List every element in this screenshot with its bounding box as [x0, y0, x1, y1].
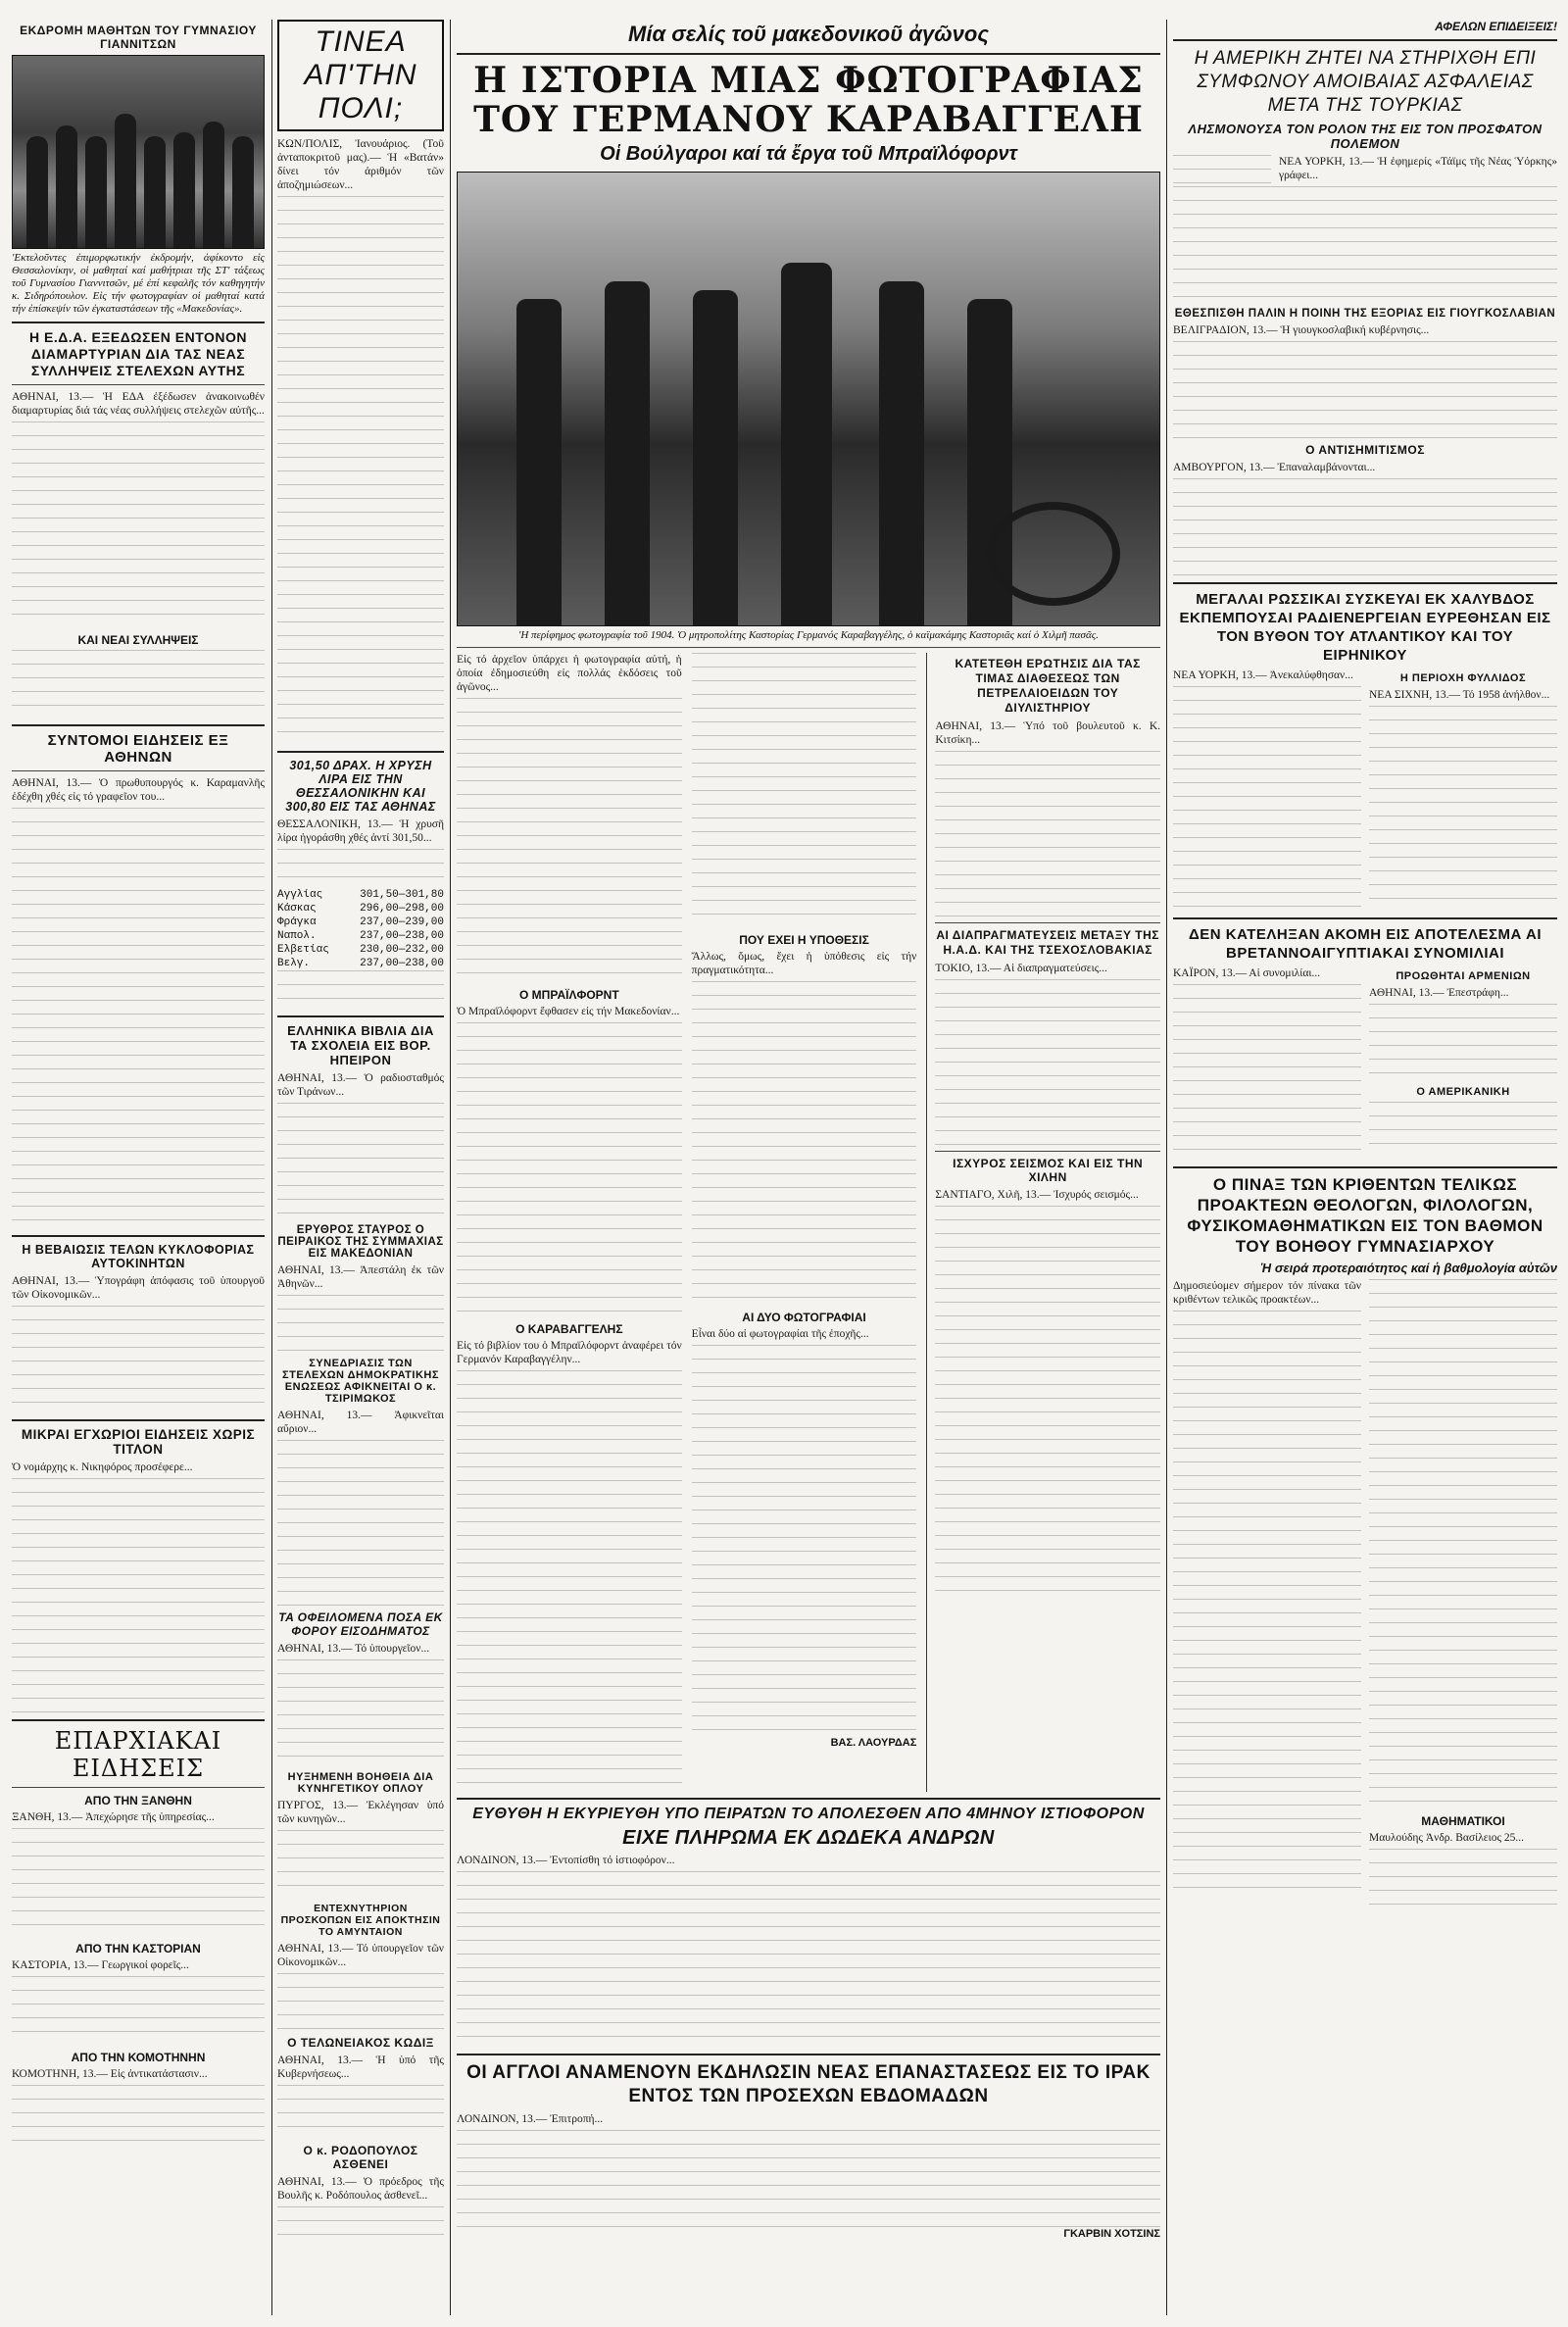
tel-headline: Ο ΤΕΛΩΝΕΙΑΚΟΣ ΚΩΔΙΞ: [287, 2036, 434, 2050]
table-row: Ελβετίας 230,00—232,00: [277, 944, 444, 956]
egypt-article: ΚΑΪΡΟΝ, 13.— Αἱ συνομιλίαι...: [1173, 967, 1321, 979]
pirates-subhead: ΕΙΧΕ ΠΛΗΡΩΜΑ ΕΚ ΔΩΔΕΚΑ ΑΝΔΡΩΝ: [622, 1827, 995, 1849]
usa-subhead: ΛΗΣΜΟΝΟΥΣΑ ΤΟΝ ΡΟΛΟΝ ΤΗΣ ΕΙΣ ΤΟΝ ΠΡΟΣΦΑΤΟΝ ΠΟΛΕΜΟΝ: [1188, 122, 1543, 151]
provincial-headline: ΕΠΑΡΧΙΑΚΑΙ ΕΙΔΗΣΕΙΣ: [54, 1727, 222, 1782]
center-article-4: Ἄλλως, ὅμως, ἔχει ἡ ὑπόθεσις εἰς τήν πραγματικότητα...: [691, 951, 917, 976]
center-article-3: Εἰς τό βιβλίον του ὁ Μπραϊλόφορντ ἀναφέρει τόν Γερμανόν Καραβαγγέλην...: [457, 1340, 682, 1365]
col2-article: ΚΩΝ/ΠΟΛΙΣ, Ἰανουάριος. (Τοῦ ἀνταποκριτοῦ μας).— Ἡ «Βατάν» δίνει τόν ἀριθμόν τῶν ἀποζημιώσεων...: [277, 138, 444, 191]
center-headline: Η ΙΣΤΟΡΙΑ ΜΙΑΣ ΦΩΤΟΓΡΑΦΙΑΣ ΤΟΥ ΓΕΡΜΑΝΟΥ ΚΑΡΑΒΑΓΓΕΛΗ: [473, 60, 1144, 140]
brief-headline: ΣΥΝΤΟΜΟΙ ΕΙΔΗΣΕΙΣ ΕΞ ΑΘΗΝΩΝ: [47, 732, 229, 766]
center-sub-photos: ΑΙ ΔΥΟ ΦΩΤΟΓΡΑΦΙΑΙ: [742, 1311, 866, 1324]
rod-article: ΑΘΗΝΑΙ, 13.— Ὁ πρόεδρος τῆς Βουλῆς κ. Ροδόπουλος ἀσθενεῖ...: [277, 2176, 444, 2202]
column-title: ΤΙΝΕΑ ΑΠ'ΤΗΝ ΠΟΛΙ;: [304, 25, 417, 124]
table-row: Ναπολ. 237,00—238,00: [277, 930, 444, 942]
usa-article: ΝΕΑ ΥΟΡΚΗ, 13.— Ἡ ἐφημερίς «Τάϊμς τῆς Νέας Ὑόρκης» γράφει...: [1279, 156, 1557, 181]
small-news-article: Ὁ νομάρχης κ. Νικηφόρος προσέφερε...: [12, 1461, 193, 1473]
arm-article: ΑΘΗΝΑΙ, 13.— Ἐπεστράφη...: [1369, 987, 1509, 999]
prov-article-komotini: ΚΟΜΟΤΗΝΗ, 13.— Εἰς ἀντικατάστασιν...: [12, 2068, 208, 2080]
column-1: [12, 20, 265, 2315]
cars-article: ΑΘΗΝΑΙ, 13.— Ὑπογράφη ἀπόφασις τοῦ ὑπουργοῦ τῶν Οἰκονομικῶν...: [12, 1275, 265, 1301]
kat-article: ΑΘΗΝΑΙ, 13.— Ὑπό τοῦ βουλευτοῦ κ. Κ. Κιτσίκη...: [935, 720, 1160, 746]
hunt-headline: ΗΥΞΗΜΕΝΗ ΒΟΗΘΕΙΑ ΔΙΑ ΚΥΝΗΓΕΤΙΚΟΥ ΟΠΛΟΥ: [287, 1771, 434, 1795]
fyl-headline: Η ΠΕΡΙΟΧΗ ΦΥΛΛΙΔΟΣ: [1399, 672, 1527, 684]
center-photo-caption: 'Η περίφημος φωτογραφία τοῦ 1904. Ὁ μητροπολίτης Καστορίας Γερμανός Καραβαγγέλης, ὁ καϊμακάμης Καστοριᾶς καί ὁ Χιλμῆ πασᾶς.: [518, 629, 1099, 641]
karavangelis-photo: [457, 172, 1160, 626]
small-news-headline: ΜΙΚΡΑΙ ΕΓΧΩΡΙΟΙ ΕΙΔΗΣΕΙΣ ΧΩΡΙΣ ΤΙΤΛΟΝ: [21, 1427, 256, 1457]
center-article-5: Εἶναι δύο αἱ φωτογραφίαι τῆς ἐποχῆς...: [691, 1328, 869, 1340]
books-headline: ΕΛΛΗΝΙΚΑ ΒΙΒΛΙΑ ΔΙΑ ΤΑ ΣΧΟΛΕΙΑ ΕΙΣ ΒΟΡ. ΗΠΕΙΡΟΝ: [287, 1023, 434, 1067]
dem-headline: ΣΥΝΕΔΡΙΑΣΙΣ ΤΩΝ ΣΤΕΛΕΧΩΝ ΔΗΜΟΚΡΑΤΙΚΗΣ ΕΝΩΣΕΩΣ ΑΦΙΚΝΕΙΤΑΙ Ο κ. ΤΣΙΡΙΜΩΚΟΣ: [282, 1358, 439, 1405]
eda-article: ΑΘΗΝΑΙ, 13.— Ἡ ΕΔΑ ἐξέδωσεν ἀνακοινωθέν διαμαρτυρίας διά τάς νέας συλλήψεις στελεχῶν αὐτῆς...: [12, 391, 265, 417]
column-2: [277, 20, 444, 2315]
center-right-col: [926, 653, 1160, 1792]
arm-headline: ΠΡΟΩΘΗΤΑΙ ΑΡΜΕΝΙΩΝ: [1396, 970, 1531, 982]
center-article-1: Εἰς τό ἀρχεῖον ὑπάρχει ἡ φωτογραφία αὐτή, ἡ ὁποία ἐδημοσιεύθη εἰς πολλάς ἐκδόσεις τοῦ ἀγῶνος...: [457, 654, 682, 693]
center-sub-karavangelis: Ο ΚΑΡΑΒΑΓΓΕΛΗΣ: [515, 1322, 623, 1336]
exor-headline: ΕΘΕΣΠΙΣΘΗ ΠΑΛΙΝ Η ΠΟΙΝΗ ΤΗΣ ΕΞΟΡΙΑΣ ΕΙΣ ΓΙΟΥΓΚΟΣΛΑΒΙΑΝ: [1174, 308, 1556, 320]
anti-headline: Ο ΑΝΤΙΣΗΜΙΤΙΣΜΟΣ: [1305, 443, 1425, 457]
rod-headline: Ο κ. ΡΟΔΟΠΟΥΛΟΣ ΑΣΘΕΝΕΙ: [303, 2144, 418, 2171]
irak-headline: ΟΙ ΑΓΓΛΟΙ ΑΝΑΜΕΝΟΥΝ ΕΚΔΗΛΩΣΙΝ ΝΕΑΣ ΕΠΑΝΑΣΤΑΣΕΩΣ ΕΙΣ ΤΟ ΙΡΑΚ ΕΝΤΟΣ ΤΩΝ ΠΡΟΣΕΧΩΝ ΕΒΔΟΜΑΔΩΝ: [466, 2062, 1151, 2106]
center-left-col: [457, 653, 682, 1792]
right-column: [1173, 20, 1557, 2315]
center-mid-col: [692, 653, 917, 1792]
eco-headline: ΕΝΤΕΧΝΥΤΗΡΙΟΝ ΠΡΟΣΚΟΠΩΝ ΕΙΣ ΑΠΟΚΤΗΣΙΝ ΤΟ ΑΜΥΝΤΑΙΟΝ: [280, 1903, 441, 1938]
egypt-headline: ΔΕΝ ΚΑΤΕΛΗΞΑΝ ΑΚΟΜΗ ΕΙΣ ΑΠΟΤΕΛΕΣΜΑ ΑΙ ΒΡΕΤΑΝΝΟΑΙΓΥΠΤΙΑΚΑΙ ΣΥΝΟΜΙΛΙΑΙ: [1188, 926, 1542, 962]
eryth-headline: ΕΡΥΘΡΟΣ ΣΤΑΥΡΟΣ Ο ΠΕΙΡΑΙΚΟΣ ΤΗΣ ΣΥΜΜΑΧΙΑΣ ΕΙΣ ΜΑΚΕΔΟΝΙΑΝ: [277, 1224, 444, 1260]
dem-article: ΑΘΗΝΑΙ, 13.— Ἀφικνεῖται αὔριον...: [277, 1410, 444, 1435]
center-article-2: Ὁ Μπραϊλόφορντ ἔφθασεν εἰς τήν Μακεδονίαν...: [457, 1006, 680, 1017]
books-article: ΑΘΗΝΑΙ, 13.— Ὁ ραδιοσταθμός τῶν Τιράνων...: [277, 1072, 444, 1098]
center-column: [457, 20, 1160, 2315]
prov-article-kastoria: ΚΑΣΤΟΡΙΑ, 13.— Γεωργικοί φορεῖς...: [12, 1959, 189, 1971]
table-row: Αγγλίας 301,50—301,80: [277, 889, 444, 901]
right-kicker: ΑΦΕΛΩΝ ΕΠΙΔΕΙΞΕΙΣ!: [1435, 20, 1557, 33]
pirates-headline: ΕΥΘΥΘΗ Η ΕΚΥΡΙΕΥΘΗ ΥΠΟ ΠΕΙΡΑΤΩΝ ΤΟ ΑΠΟΛΕΣΘΕΝ ΑΠΟ 4ΜΗΝΟΥ ΙΣΤΙΟΦΟΡΟΝ: [472, 1806, 1145, 1822]
prov-sub-kastoria: ΑΠΟ ΤΗΝ ΚΑΣΤΟΡΙΑΝ: [75, 1942, 201, 1956]
table-row: Κάσκας 296,00—298,00: [277, 903, 444, 915]
irak-article: ΛΟΝΔΙΝΟΝ, 13.— Ἐπιτροπή...: [457, 2113, 604, 2125]
column-title-box: [277, 20, 444, 131]
eda-headline: Η Ε.Δ.Α. ΕΞΕΔΩΣΕΝ ΕΝΤΟΝΟΝ ΔΙΑΜΑΡΤΥΡΙΑΝ ΔΙΑ ΤΑΣ ΝΕΑΣ ΣΥΛΛΗΨΕΙΣ ΣΤΕΛΕΧΩΝ ΑΥΤΗΣ: [28, 329, 248, 378]
kat-headline: ΚΑΤΕΤΕΘΗ ΕΡΩΤΗΣΙΣ ΔΙΑ ΤΑΣ ΤΙΜΑΣ ΔΙΑΘΕΣΕΩΣ ΤΩΝ ΠΕΤΡΕΛΑΙΟΕΙΔΩΝ ΤΟΥ ΔΙΥΛΙΣΤΗΡΙΟΥ: [955, 657, 1141, 715]
students-photo: [12, 55, 265, 249]
usa-headline: Η ΑΜΕΡΙΚΗ ΖΗΤΕΙ ΝΑ ΣΤΗΡΙΧΘΗ ΕΠΙ ΣΥΜΦΩΝΟΥ ΑΜΟΙΒΑΙΑΣ ΑΣΦΑΛΕΙΑΣ ΜΕΤΑ ΤΗΣ ΤΟΥΡΚΙΑΣ: [1194, 48, 1537, 116]
prov-sub-komotini: ΑΠΟ ΤΗΝ ΚΟΜΟΤΗΝΗΝ: [71, 2051, 206, 2064]
eco-article: ΑΘΗΝΑΙ, 13.— Τό ὑπουργεῖον τῶν Οἰκονομικῶν...: [277, 1943, 444, 1968]
irak-signature: ΓΚΑΡΒΙΝ ΧΟΤΣΙΝΣ: [1063, 2228, 1160, 2240]
center-subtitle: Οἱ Βούλγαροι καί τά ἔργα τοῦ Μπραϊλόφορντ: [600, 143, 1017, 165]
photo-caption: 'Εκτελοῦντες ἐπιμορφωτικήν ἐκδρομήν, ἀφίκοντο εἰς Θεσσαλονίκην, οἱ μαθηταί καί μαθήτριαι τῆς ΣΤ' τάξεως τοῦ Γυμνασίου Γιαννιτσῶν, μέ ἐπί κεφαλῆς τόν καθηγητήν κ. Σιδηρόπουλον. Εἰς τήν φωτογραφίαν οἱ μαθηταί κατά τήν ἐπίσκεψίν τῶν ἐγκαταστάσεων τῆς «Μακεδονίας».: [12, 252, 265, 315]
photo-header: ΕΚΔΡΟΜΗ ΜΑΘΗΤΩΝ ΤΟΥ ΓΥΜΝΑΣΙΟΥ ΓΙΑΝΝΙΤΣΩΝ: [20, 24, 257, 51]
center-sub-braylsford: Ο ΜΠΡΑΪΛΦΟΡΝΤ: [519, 988, 619, 1002]
usa-map: [1173, 155, 1271, 186]
seis-article: ΣΑΝΤΙΑΓΟ, Χιλῆ, 13.— Ἰσχυρός σεισμός...: [935, 1189, 1139, 1201]
table-row: Βελγ. 237,00—238,00: [277, 958, 444, 969]
tel-article: ΑΘΗΝΑΙ, 13.— Ἡ ὑπό τῆς Κυβερνήσεως...: [277, 2055, 444, 2080]
brief-article: ΑΘΗΝΑΙ, 13.— Ὁ πρωθυπουργός κ. Καραμανλῆς ἐδέχθη χθές εἰς τό γραφεῖον του...: [12, 777, 265, 803]
diap-headline: ΑΙ ΔΙΑΠΡΑΓΜΑΤΕΥΣΕΙΣ ΜΕΤΑΞΥ ΤΗΣ Η.Α.Δ. ΚΑΙ ΤΗΣ ΤΣΕΧΟΣΛΟΒΑΚΙΑΣ: [936, 928, 1159, 957]
arm-headline-2: Ο ΑΜΕΡΙΚΑΝΙΚΗ: [1416, 1086, 1510, 1098]
tax-article: ΑΘΗΝΑΙ, 13.— Τό ὑπουργεῖον...: [277, 1643, 430, 1655]
gold-article: ΘΕΣΣΑΛΟΝΙΚΗ, 13.— Ἡ χρυσῆ λίρα ἠγοράσθη χθές ἀντί 301,50...: [277, 818, 444, 844]
prov-sub-xanthi: ΑΠΟ ΤΗΝ ΞΑΝΘΗΝ: [84, 1794, 192, 1807]
gold-price-table: [277, 888, 444, 970]
anti-article: ΑΜΒΟΥΡΓΟΝ, 13.— Ἐπαναλαμβάνονται...: [1173, 462, 1376, 473]
table-row: Φράγκα 237,00—239,00: [277, 916, 444, 928]
pinax-subhead: Ἡ σειρά προτεραιότητος καί ἡ βαθμολογία αὐτῶν: [1260, 1261, 1557, 1275]
gold-headline: 301,50 ΔΡΑΧ. Η ΧΡΥΣΗ ΛΙΡΑ ΕΙΣ ΤΗΝ ΘΕΣΣΑΛΟΝΙΚΗΝ ΚΑΙ 300,80 ΕΙΣ ΤΑΣ ΑΘΗΝΑΣ: [285, 759, 436, 814]
center-signature: ΒΑΣ. ΛΑΟΥΡΔΑΣ: [830, 1737, 917, 1749]
math-headline: ΜΑΘΗΜΑΤΙΚΟΙ: [1421, 1814, 1505, 1828]
math-article: Μαυλούδης Ἀνδρ. Βασίλειος 25...: [1369, 1832, 1525, 1844]
prov-article-xanthi: ΞΑΝΘΗ, 13.— Ἀπεχώρησε τῆς ὑπηρεσίας...: [12, 1811, 215, 1823]
cars-headline: Η ΒΕΒΑΙΩΣΙΣ ΤΕΛΩΝ ΚΥΚΛΟΦΟΡΙΑΣ ΑΥΤΟΚΙΝΗΤΩΝ: [22, 1243, 255, 1270]
pirates-article: ΛΟΝΔΙΝΟΝ, 13.— Ἐντοπίσθη τό ἱστιοφόρον...: [457, 1855, 675, 1866]
tax-headline: ΤΑ ΟΦΕΙΛΟΜΕΝΑ ΠΟΣΑ ΕΚ ΦΟΡΟΥ ΕΙΣΟΔΗΜΑΤΟΣ: [278, 1610, 443, 1638]
eda-subhead: ΚΑΙ ΝΕΑΙ ΣΥΛΛΗΨΕΙΣ: [77, 633, 199, 647]
center-kicker: Μία σελίς τοῦ μακεδονικοῦ ἀγῶνος: [628, 22, 989, 46]
pinax-article: Δημοσιεύομεν σήμερον τόν πίνακα τῶν κριθέντων τελικῶς προακτέων...: [1173, 1280, 1361, 1306]
fyl-article: ΝΕΑ ΣΙΧΝΗ, 13.— Τό 1958 ἀνήλθον...: [1369, 689, 1550, 701]
pinax-headline: Ο ΠΙΝΑΞ ΤΩΝ ΚΡΙΘΕΝΤΩΝ ΤΕΛΙΚΩΣ ΠΡΟΑΚΤΕΩΝ ΘΕΟΛΟΓΩΝ, ΦΙΛΟΛΟΓΩΝ, ΦΥΣΙΚΟΜΑΘΗΜΑΤΙΚΩΝ ΕΙΣ ΤΟΝ ΒΑΘΜΟΝ ΤΟΥ ΒΟΗΘΟΥ ΓΥΜΝΑΣΙΑΡΧΟΥ: [1187, 1175, 1544, 1256]
seis-headline: ΙΣΧΥΡΟΣ ΣΕΙΣΜΟΣ ΚΑΙ ΕΙΣ ΤΗΝ ΧΙΛΗΝ: [953, 1157, 1144, 1184]
rus-article: ΝΕΑ ΥΟΡΚΗ, 13.— Ἀνεκαλύφθησαν...: [1173, 669, 1353, 681]
hunt-article: ΠΥΡΓΟΣ, 13.— Ἐκλέγησαν ὑπό τῶν κυνηγῶν...: [277, 1800, 444, 1825]
exor-article: ΒΕΛΙΓΡΑΔΙΟΝ, 13.— Ἡ γιουγκοσλαβική κυβέρνησις...: [1173, 324, 1430, 336]
rus-headline: ΜΕΓΑΛΑΙ ΡΩΣΣΙΚΑΙ ΣΥΣΚΕΥΑΙ ΕΚ ΧΑΛΥΒΔΟΣ ΕΚΠΕΜΠΟΥΣΑΙ ΡΑΔΙΕΝΕΡΓΕΙΑΝ ΕΥΡΕΘΗΣΑΝ ΕΙΣ ΤΟΝ ΒΥΘΟΝ ΤΟΥ ΑΤΛΑΝΤΙΚΟΥ ΚΑΙ ΤΟΥ ΕΙΡΗΝΙΚΟΥ: [1179, 591, 1551, 664]
diap-article: ΤΟΚΙΟ, 13.— Αἱ διαπραγματεύσεις...: [935, 963, 1107, 974]
center-sub-case: ΠΟΥ ΕΧΕΙ Η ΥΠΟΘΕΣΙΣ: [739, 933, 869, 947]
eryth-article: ΑΘΗΝΑΙ, 13.— Ἀπεστάλη ἐκ τῶν Ἀθηνῶν...: [277, 1264, 444, 1290]
